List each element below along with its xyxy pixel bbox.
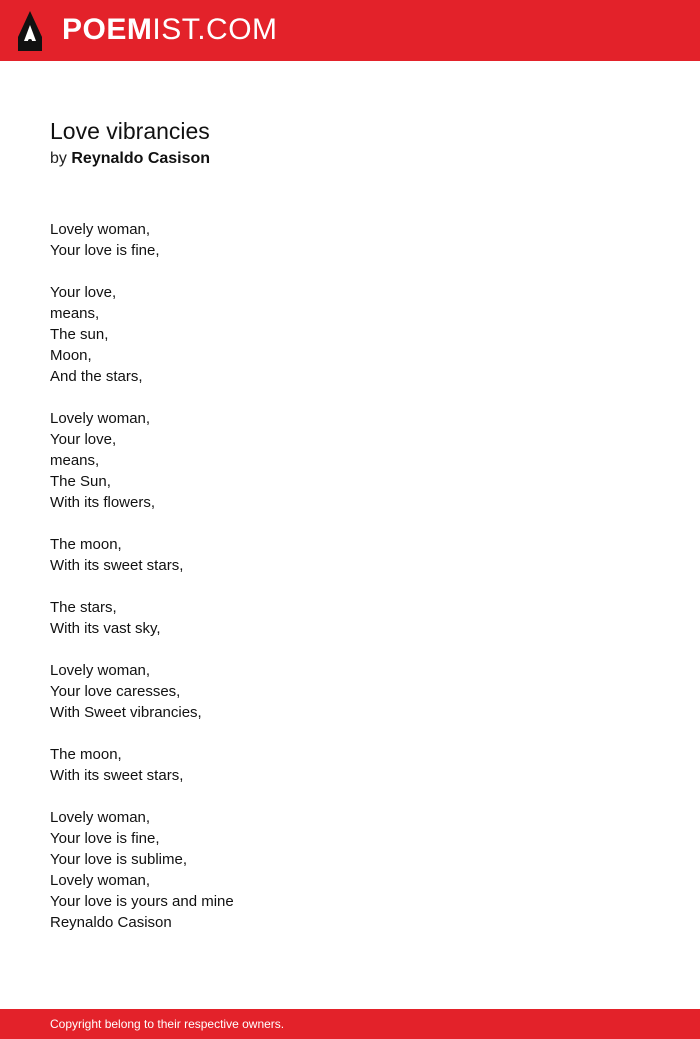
poem-title: Love vibrancies — [50, 118, 210, 144]
poem-line: Your love is fine, — [50, 830, 160, 847]
logo-bold-text: POEM — [62, 13, 153, 46]
poem-line: The stars, — [50, 599, 117, 616]
poem-stanza — [50, 282, 650, 387]
poem-line: Your love caresses, — [50, 683, 181, 700]
poem-line: Lovely woman, — [50, 221, 151, 238]
poem-line: Your love is fine, — [50, 242, 160, 259]
poem-line: Reynaldo Casison — [50, 914, 172, 931]
poem-line: The Sun, — [50, 473, 111, 490]
pen-nib-icon[interactable] — [18, 11, 42, 51]
poem-line: With its sweet stars, — [50, 767, 184, 784]
poem-line: The sun, — [50, 326, 109, 343]
poem-line: Your love, — [50, 284, 117, 301]
poem-line: means, — [50, 452, 100, 469]
poem-stanza — [50, 534, 650, 576]
poem-line: Lovely woman, — [50, 872, 151, 889]
poem-line: Lovely woman, — [50, 662, 151, 679]
poem-author: Reynaldo Casison — [71, 150, 211, 167]
poem-line: means, — [50, 305, 100, 322]
poem-stanza — [50, 744, 650, 786]
poem-line: With its vast sky, — [50, 620, 161, 637]
poem-line: Moon, — [50, 347, 92, 364]
logo-light-text: IST.COM — [152, 13, 278, 46]
poem-stanza — [50, 597, 650, 639]
copyright-notice: Copyright belong to their respective owners. — [50, 1017, 285, 1031]
poem-line: Your love is yours and mine — [50, 893, 234, 910]
poem-body — [50, 219, 650, 933]
byline-prefix: by — [50, 150, 67, 167]
poem-line: With its sweet stars, — [50, 557, 184, 574]
site-logo[interactable] — [62, 12, 278, 48]
poem-line: Lovely woman, — [50, 410, 151, 427]
poem-line: Lovely woman, — [50, 809, 151, 826]
poem-line: With Sweet vibrancies, — [50, 704, 202, 721]
poem-line: Your love, — [50, 431, 117, 448]
poem-line: The moon, — [50, 536, 122, 553]
site-header — [0, 0, 700, 61]
site-footer — [0, 1009, 700, 1039]
poem-stanza — [50, 408, 650, 513]
poem-line: The moon, — [50, 746, 122, 763]
poem-line: And the stars, — [50, 368, 143, 385]
poem-byline — [50, 148, 210, 170]
poem-stanza — [50, 807, 650, 933]
poem-stanza — [50, 219, 650, 261]
poem-line: With its flowers, — [50, 494, 156, 511]
poem-line: Your love is sublime, — [50, 851, 188, 868]
poem-stanza — [50, 660, 650, 723]
